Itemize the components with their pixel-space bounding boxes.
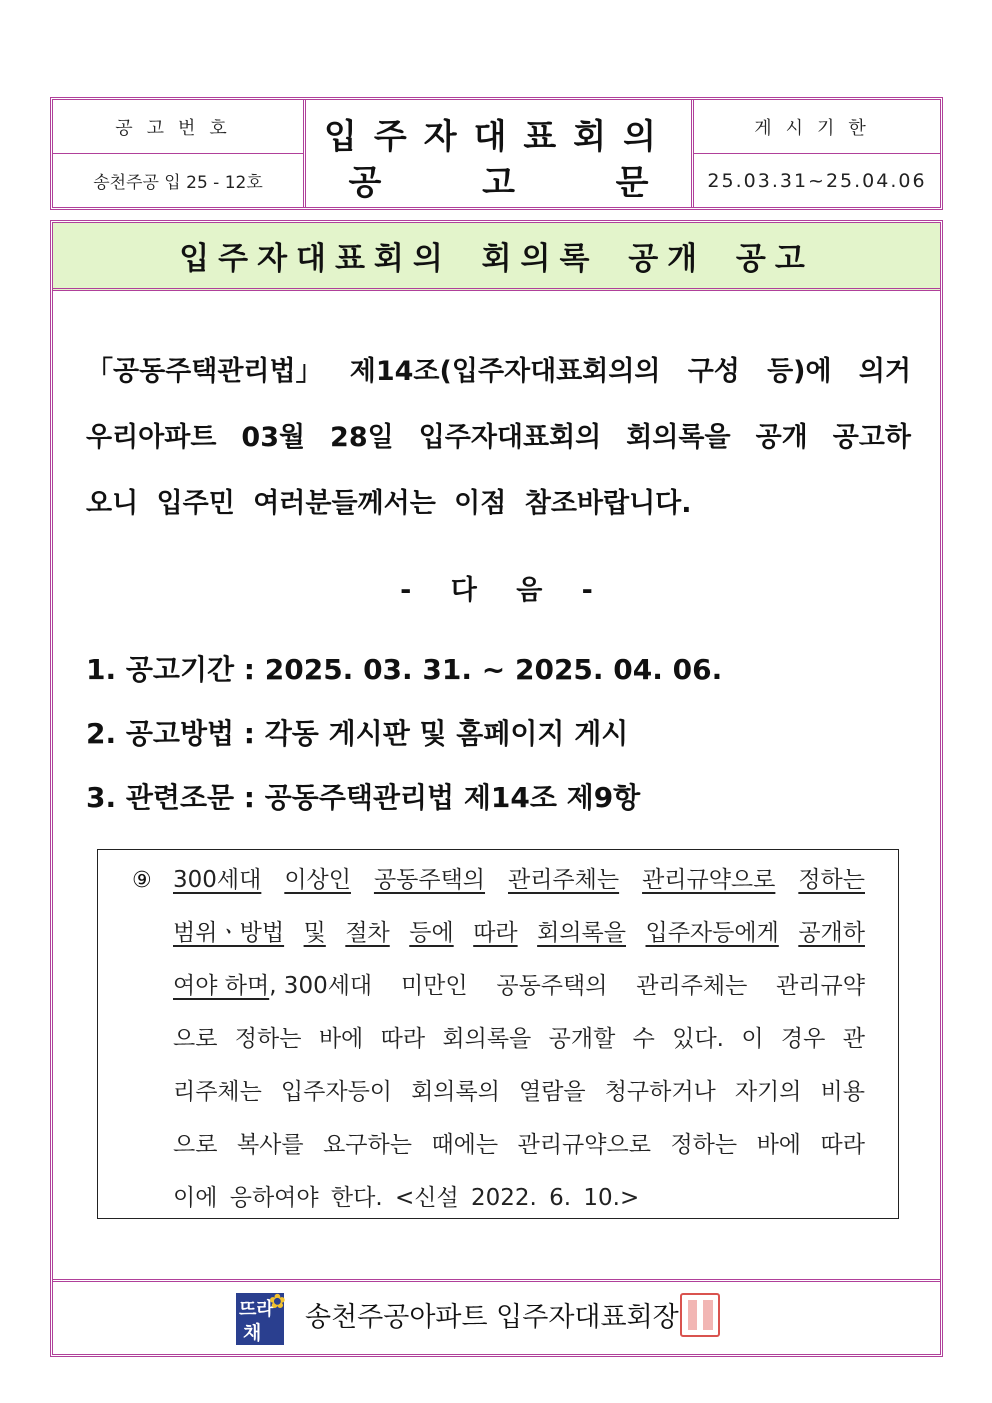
law-word: 관리규약으로 — [642, 867, 776, 893]
doc-title-line2-cell — [306, 152, 691, 207]
law-word: 절차 — [345, 920, 390, 946]
law-word: 등에 — [409, 920, 454, 946]
law-word: 자기의 — [734, 1079, 802, 1105]
law-word: 있다. — [672, 1026, 724, 1052]
law-word: 관리규약으로 — [517, 1132, 651, 1158]
law-word: 바에 — [756, 1132, 802, 1158]
law-word: 관 — [842, 1026, 865, 1052]
law-word: 따라 — [380, 1026, 426, 1052]
intro-word: 03월 — [241, 422, 306, 453]
notice-number-cell — [53, 154, 303, 207]
law-word: 으로 — [173, 1026, 218, 1052]
notice-title: 입주자대표회의 회의록 공개 공고 — [179, 241, 814, 277]
intro-word: 입주자대표회의 — [418, 422, 602, 453]
law-word: 회의록을 — [537, 920, 626, 946]
law-word: 수 — [632, 1026, 655, 1052]
law-word: 및 — [303, 920, 326, 946]
item-method: 2. 공고방법 : 각동 게시판 및 홈페이지 게시 — [86, 717, 629, 750]
law-word: 공동주택의 — [496, 973, 608, 999]
law-word: 입주자등에게 — [645, 920, 779, 946]
law-word: 정하는 — [670, 1132, 738, 1158]
notice-title-bar — [53, 223, 940, 291]
law-word: 리주체는 — [173, 1079, 262, 1105]
notice-number: 송천주공 입 25 - 12호 — [93, 173, 263, 193]
apartment-logo — [236, 1289, 286, 1345]
law-word: 요구하는 — [323, 1132, 412, 1158]
law-word: 공동주택의 — [373, 867, 486, 893]
dauem-heading: - 다 음 - — [400, 575, 593, 606]
law-line-7: 이에 응하여야 한다. <신설 2022. 6. 10.> — [173, 1185, 640, 1211]
doc-title-char: 문 — [615, 163, 649, 203]
law-word: 관리주체는 — [636, 973, 748, 999]
law-excerpt-box — [97, 849, 899, 1219]
law-line-6 — [173, 1126, 865, 1159]
law-word: 입주자등이 — [280, 1079, 393, 1105]
notice-header-table — [50, 97, 943, 210]
posting-period: 25.03.31~25.04.06 — [707, 169, 927, 192]
law-word: 따라 — [473, 920, 518, 946]
footer-divider — [53, 1279, 940, 1282]
law-line-3 — [173, 967, 865, 1000]
law-line-5 — [173, 1073, 865, 1106]
logo-text: 채 — [243, 1322, 262, 1344]
law-word: , 300세대 — [269, 973, 373, 999]
intro-word: 등)에 — [767, 356, 832, 387]
intro-line-3: 오니 입주민 여러분들께서는 이점 참조바랍니다. — [86, 488, 692, 519]
notice-number-label-cell — [53, 100, 303, 153]
law-word: 바에 — [318, 1026, 364, 1052]
doc-title-char: 공 — [348, 163, 382, 203]
law-word: 비용 — [820, 1079, 865, 1105]
intro-line-1 — [86, 349, 911, 388]
intro-word: 우리아파트 — [86, 422, 217, 453]
signature: 송천주공아파트 입주자대표회장 — [305, 1302, 679, 1333]
official-seal-stamp — [680, 1293, 720, 1337]
law-word: 때에는 — [431, 1132, 499, 1158]
law-line-2 — [173, 914, 865, 947]
law-word: 공개하 — [798, 920, 865, 946]
clause-number: ⑨ — [132, 868, 152, 893]
item-article: 3. 관련조문 : 공동주택관리법 제14조 제9항 — [86, 781, 641, 814]
law-word: 공개할 — [548, 1026, 616, 1052]
intro-word: 의거 — [858, 356, 911, 387]
intro-word: 구성 — [687, 356, 740, 387]
period-label: 게시기한 — [754, 117, 880, 139]
intro-word: 공개 — [755, 422, 808, 453]
law-line-4 — [173, 1020, 865, 1053]
intro-word: 「공동주택관리법」 — [86, 356, 323, 387]
law-word: 열람을 — [518, 1079, 586, 1105]
law-line-1 — [173, 861, 865, 894]
flower-icon: ✿ — [269, 1289, 286, 1313]
notice-number-label: 공고번호 — [115, 117, 241, 139]
item-period: 1. 공고기간 : 2025. 03. 31. ~ 2025. 04. 06. — [86, 653, 723, 686]
law-word: 으로 — [173, 1132, 218, 1158]
doc-title-char: 고 — [482, 163, 515, 203]
law-word: 복사를 — [236, 1132, 304, 1158]
doc-title-line2 — [349, 155, 649, 204]
law-underlined-phrase: 여야 하며 — [173, 973, 270, 999]
intro-word: 28일 — [330, 422, 394, 453]
law-word: 관리주체는 — [508, 867, 620, 893]
law-word: 이상인 — [284, 867, 351, 893]
law-word: 정하는 — [234, 1026, 302, 1052]
law-word: 이 — [741, 1026, 764, 1052]
law-word-group — [173, 967, 372, 1000]
notice-body — [50, 220, 943, 1357]
period-label-cell — [694, 100, 940, 153]
law-word: 회의록을 — [442, 1026, 532, 1052]
intro-word: 공고하 — [832, 422, 911, 453]
intro-word: 회의록을 — [626, 422, 731, 453]
law-word: 관리규약 — [776, 973, 865, 999]
doc-title-line1-cell — [306, 100, 691, 156]
law-word: 청구하거나 — [604, 1079, 716, 1105]
law-word: 범위ㆍ방법 — [173, 920, 285, 946]
intro-word: 제14조(입주자대표회의의 — [349, 356, 661, 387]
law-word: 300세대 — [173, 867, 262, 893]
law-word: 경우 — [780, 1026, 826, 1052]
period-cell — [694, 154, 940, 207]
law-word: 정하는 — [798, 867, 865, 893]
intro-line-2 — [86, 415, 911, 454]
doc-title-line1: 입주자대표회의 — [324, 116, 673, 157]
law-word: 회의록의 — [411, 1079, 500, 1105]
law-word: 미만인 — [400, 973, 468, 999]
divider — [53, 153, 303, 154]
logo-text: 뜨라 — [239, 1299, 274, 1320]
law-word: 따라 — [820, 1132, 865, 1158]
